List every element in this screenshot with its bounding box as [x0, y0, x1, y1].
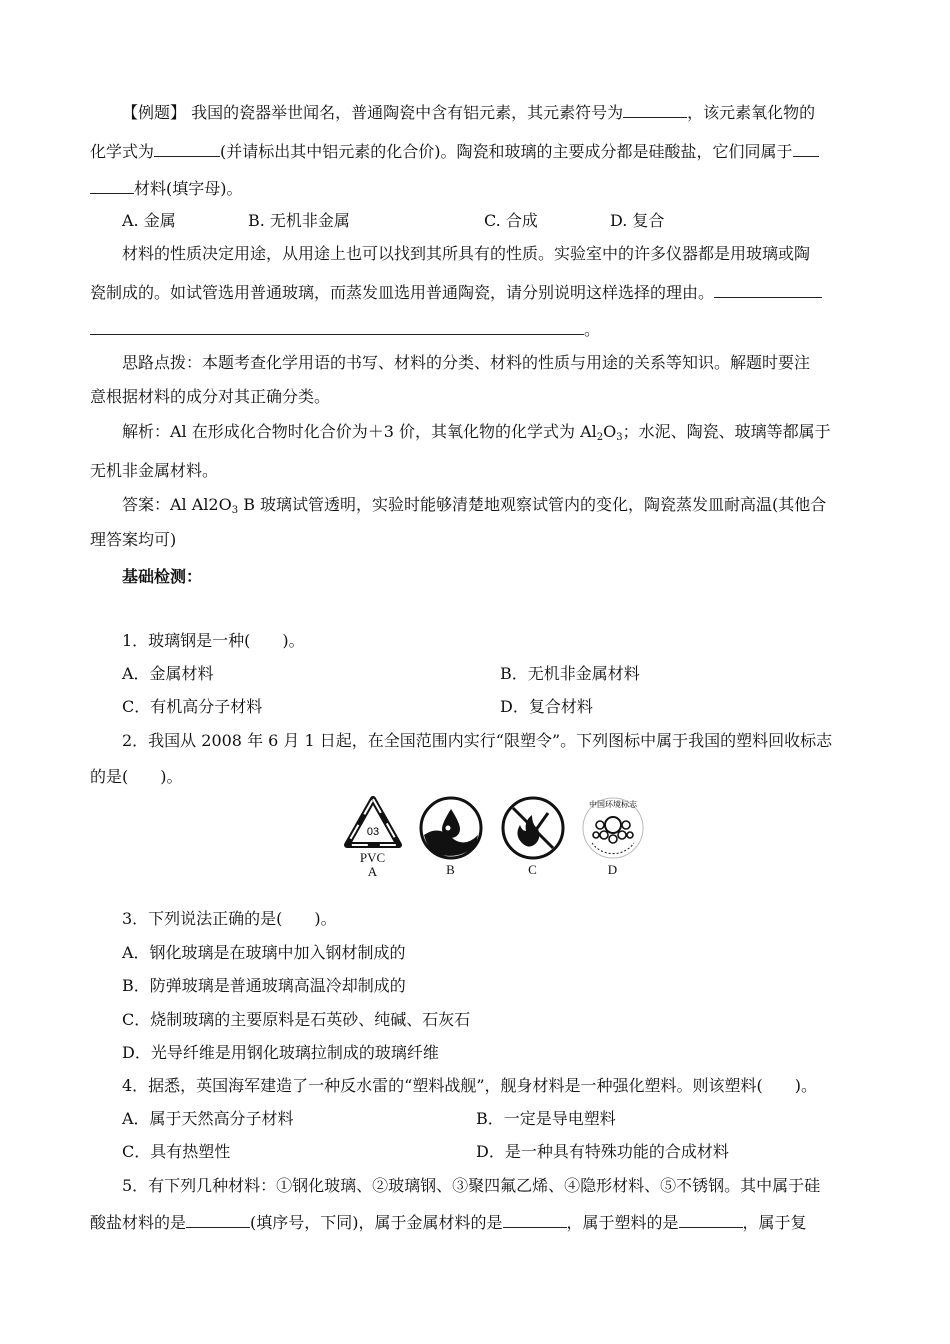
example-line-1: 【例题】 我国的瓷器举世闻名，普通陶瓷中含有铝元素，其元素符号为 ，该元素氧化物的	[122, 103, 816, 122]
icon-d-letter: D	[607, 862, 618, 877]
hint-line-1: 思路点拨：本题考查化学用语的书写、材料的分类、材料的性质与用途的关系等知识。解题时要注	[122, 353, 811, 372]
q1-option-a: A．金属材料	[122, 664, 214, 683]
icon-c-letter: C	[528, 862, 537, 877]
q3-stem: 3．下列说法正确的是( )。	[122, 909, 337, 928]
q1-option-b: B．无机非金属材料	[500, 664, 640, 683]
answer-line-2: 理答案均可)	[90, 530, 177, 549]
q1-option-c: C．有机高分子材料	[122, 697, 263, 716]
answer-blank	[679, 1211, 743, 1228]
q3-option-d: D．光导纤维是用钢化玻璃拉制成的玻璃纤维	[122, 1043, 439, 1062]
section-title: 基础检测：	[122, 567, 203, 586]
svg-text:中国环境标志: 中国环境标志	[588, 800, 637, 809]
answer-blank	[154, 140, 220, 157]
q3-option-c: C．烧制玻璃的主要原料是石英砂、纯碱、石灰石	[122, 1010, 471, 1029]
example-tag: 【例题】	[122, 103, 187, 122]
recycle-03-icon	[335, 795, 410, 879]
analysis-line-2: 无机非金属材料。	[90, 461, 219, 480]
water-drop-icon	[413, 795, 488, 877]
icon-b-letter: B	[446, 862, 455, 877]
answer-blank	[793, 140, 819, 157]
example-option-c: C. 合成	[484, 211, 538, 230]
answer-blank	[90, 177, 134, 194]
example-line-2: 化学式为 (并请标出其中铝元素的化合价)。陶瓷和玻璃的主要成分都是硅酸盐，它们同属于	[90, 140, 860, 163]
example-para-2-line-3: 。	[90, 318, 860, 341]
q4-option-d: D．是一种具有特殊功能的合成材料	[476, 1142, 729, 1161]
q4-stem: 4．据悉，英国海军建造了一种反水雷的“塑料战舰”，舰身材料是一种强化塑料。则该塑料( )。	[122, 1076, 818, 1095]
environment-label-icon	[575, 795, 650, 877]
q1-stem: 1．玻璃钢是一种( )。	[122, 631, 305, 650]
hint-line-2: 意根据材料的成分对其正确分类。	[90, 387, 331, 406]
answer-blank	[714, 281, 822, 298]
q3-option-b: B．防弹玻璃是普通玻璃高温冷却制成的	[122, 976, 406, 995]
answer-line-1: 答案：Al $Al2O_3$ B 玻璃试管透明，实验时能够清楚地观察试管内的变化，陶瓷蒸发皿耐高温(其他合	[122, 495, 827, 516]
example-para-2-line-2: 瓷制成的。如试管选用普通玻璃，而蒸发皿选用普通陶瓷，请分别说明这样选择的理由。	[90, 281, 860, 304]
answer-blank	[623, 101, 687, 118]
q4-option-b: B．一定是导电塑料	[476, 1109, 616, 1128]
q2-line-1: 2．我国从 2008 年 6 月 1 日起，在全国范围内实行“限塑令”。下列图标中属于我国的塑料回收标志	[122, 731, 833, 750]
answer-blank	[503, 1211, 567, 1228]
no-fire-icon	[495, 795, 570, 877]
q5-line-1: 5．有下列几种材料：①钢化玻璃、②玻璃钢、③聚四氟乙烯、④隐形材料、⑤不锈钢。其中属于硅	[122, 1176, 821, 1195]
q5-line-2: 酸盐材料的是 (填序号，下同)，属于金属材料的是 ，属于塑料的是 ，属于复	[90, 1213, 807, 1232]
example-option-d: D. 复合	[610, 211, 665, 230]
icon-a-letter: A	[367, 864, 378, 879]
example-para-2-line-1: 材料的性质决定用途，从用途上也可以找到其所具有的性质。实验室中的许多仪器都是用玻璃或陶	[122, 244, 811, 263]
q4-option-c: C．具有热塑性	[122, 1142, 231, 1161]
svg-text:03: 03	[366, 826, 379, 838]
example-option-a: A. 金属	[122, 211, 176, 230]
analysis-line-1: 解析：Al 在形成化合物时化合价为＋3 价，其氧化物的化学式为 $Al_2O_3$；水泥、陶瓷、玻璃等都属于	[122, 422, 831, 443]
example-line-3: 材料(填字母)。	[90, 177, 860, 200]
answer-blank	[90, 318, 584, 335]
answer-blank	[186, 1211, 250, 1228]
q2-line-2: 的是( )。	[90, 767, 183, 786]
q4-option-a: A．属于天然高分子材料	[122, 1109, 294, 1128]
q1-option-d: D．复合材料	[500, 697, 593, 716]
q3-option-a: A．钢化玻璃是在玻璃中加入钢材制成的	[122, 943, 406, 962]
example-option-b: B. 无机非金属	[248, 211, 350, 230]
q2-icon-row	[335, 795, 645, 885]
icon-a-label: PVC	[359, 850, 386, 865]
